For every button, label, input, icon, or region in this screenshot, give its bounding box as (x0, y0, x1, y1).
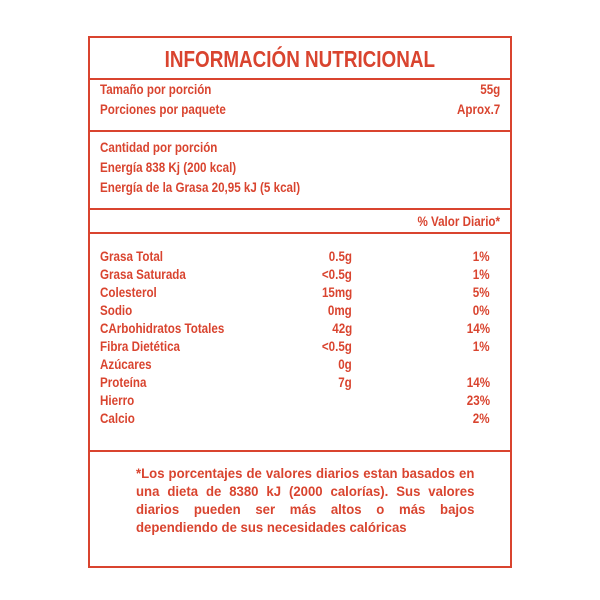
divider (90, 130, 510, 132)
fat-energy-row: Energía de la Grasa 20,95 kJ (5 kcal) (100, 180, 301, 195)
nutrient-row: Fibra Dietética <0.5g 1% (100, 339, 490, 354)
amount-per-serving-heading: Cantidad por porción (100, 140, 218, 155)
serving-size-label: Tamaño por porción (100, 82, 212, 97)
energy-row: Energía 838 Kj (200 kcal) (100, 160, 237, 175)
nutrient-row: Sodio 0mg 0% (100, 303, 490, 318)
servings-per-package-row (100, 100, 500, 120)
serving-size-row (100, 80, 500, 100)
divider (90, 232, 510, 234)
nutrition-label (88, 36, 512, 568)
serving-size-value: 55g (479, 82, 500, 97)
servings-per-package-label: Porciones por paquete (100, 102, 226, 117)
label-title: INFORMACIÓN NUTRICIONAL (164, 46, 436, 72)
nutrient-row: Azúcares 0g (100, 357, 352, 372)
nutrient-row: Calcio 2% (100, 411, 490, 426)
nutrient-row: Proteína 7g 14% (100, 375, 490, 390)
nutrient-row: Grasa Total 0.5g 1% (100, 249, 490, 264)
servings-per-package-value: Aprox.7 (456, 102, 500, 117)
daily-value-footnote: *Los porcentajes de valores diarios estan basados en una dieta de 8380 kJ (2000 calorías). Sus valores diarios pueden ser más altos o más bajos dependiendo de sus necesidades calóricas (136, 465, 475, 535)
nutrient-row: Colesterol 15mg 5% (100, 285, 490, 300)
nutrient-row: Hierro 23% (100, 393, 490, 408)
nutrient-row: CArbohidratos Totales 42g 14% (100, 321, 490, 336)
divider (90, 450, 510, 452)
divider (90, 208, 510, 210)
daily-value-header: % Valor Diario* (417, 214, 500, 229)
nutrient-row: Grasa Saturada <0.5g 1% (100, 267, 490, 282)
